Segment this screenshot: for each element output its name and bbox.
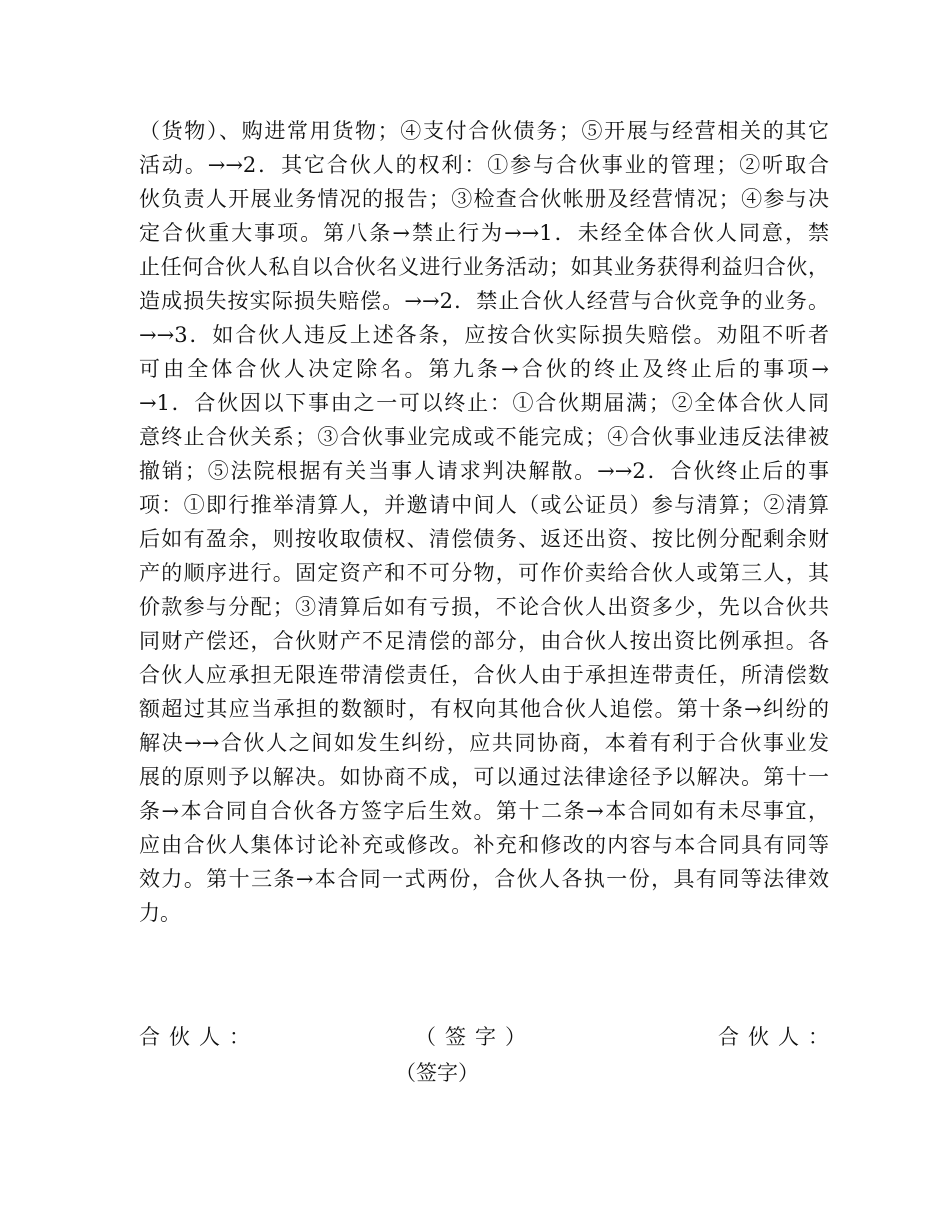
body-line-3: 伙负责人开展业务情况的报告；③检查合伙帐册及经营情况；④参与决 [139, 187, 829, 211]
body-line-6: 造成损失按实际损失赔偿。→→2．禁止合伙人经营与合伙竞争的业务。 [139, 289, 829, 313]
body-line-1: （货物）、购进常用货物；④支付合伙债务；⑤开展与经营相关的其它 [139, 119, 829, 143]
body-line-15: 价款参与分配；③清算后如有亏损，不论合伙人出资多少，先以合伙共 [139, 595, 829, 619]
body-line-13: 后如有盈余，则按收取债权、清偿债务、返还出资、按比例分配剩余财 [139, 527, 829, 551]
body-line-7: →→3．如合伙人违反上述各条，应按合伙实际损失赔偿。劝阻不听者 [139, 323, 829, 347]
signature-row [139, 1020, 838, 1054]
body-line-11: 撤销；⑤法院根据有关当事人请求判决解散。→→2．合伙终止后的事 [139, 459, 829, 483]
body-line-14: 产的顺序进行。固定资产和不可分物，可作价卖给合伙人或第三人，其 [139, 561, 829, 585]
body-line-22: 应由合伙人集体讨论补充或修改。补充和修改的内容与本合同具有同等 [139, 833, 829, 857]
body-line-16: 同财产偿还，合伙财产不足清偿的部分，由合伙人按出资比例承担。各 [139, 629, 829, 653]
body-line-20: 展的原则予以解决。如协商不成，可以通过法律途径予以解决。第十一 [139, 765, 829, 789]
body-line-24: 力。 [139, 901, 181, 925]
body-line-5: 止任何合伙人私自以合伙名义进行业务活动；如其业务获得利益归合伙， [139, 255, 829, 279]
body-line-10: 意终止合伙关系；③合伙事业完成或不能完成；④合伙事业违反法律被 [139, 425, 829, 449]
partner-label-left: 合伙人： [139, 1025, 259, 1049]
body-line-17: 合伙人应承担无限连带清偿责任，合伙人由于承担连带责任，所清偿数 [139, 663, 829, 687]
signature-label-middle: （签字） [415, 1025, 535, 1049]
body-line-21: 条→本合同自合伙各方签字后生效。第十二条→本合同如有未尽事宜， [139, 799, 829, 823]
signature-label-under: （签字） [395, 1061, 479, 1085]
partner-label-right: 合伙人： [718, 1025, 838, 1049]
body-line-9: →1．合伙因以下事由之一可以终止：①合伙期届满；②全体合伙人同 [139, 391, 829, 415]
body-line-12: 项：①即行推举清算人，并邀请中间人（或公证员）参与清算；②清算 [139, 493, 829, 517]
body-line-2: 活动。→→2．其它合伙人的权利：①参与合伙事业的管理；②听取合 [139, 153, 829, 177]
body-line-8: 可由全体合伙人决定除名。第九条→合伙的终止及终止后的事项→ [139, 357, 829, 381]
body-line-19: 解决→→合伙人之间如发生纠纷，应共同协商，本着有利于合伙事业发 [139, 731, 829, 755]
body-line-4: 定合伙重大事项。第八条→禁止行为→→1．未经全体合伙人同意，禁 [139, 221, 829, 245]
body-line-18: 额超过其应当承担的数额时，有权向其他合伙人追偿。第十条→纠纷的 [139, 697, 829, 721]
contract-body [139, 114, 829, 930]
body-line-23: 效力。第十三条→本合同一式两份，合伙人各执一份，具有同等法律效 [139, 867, 829, 891]
